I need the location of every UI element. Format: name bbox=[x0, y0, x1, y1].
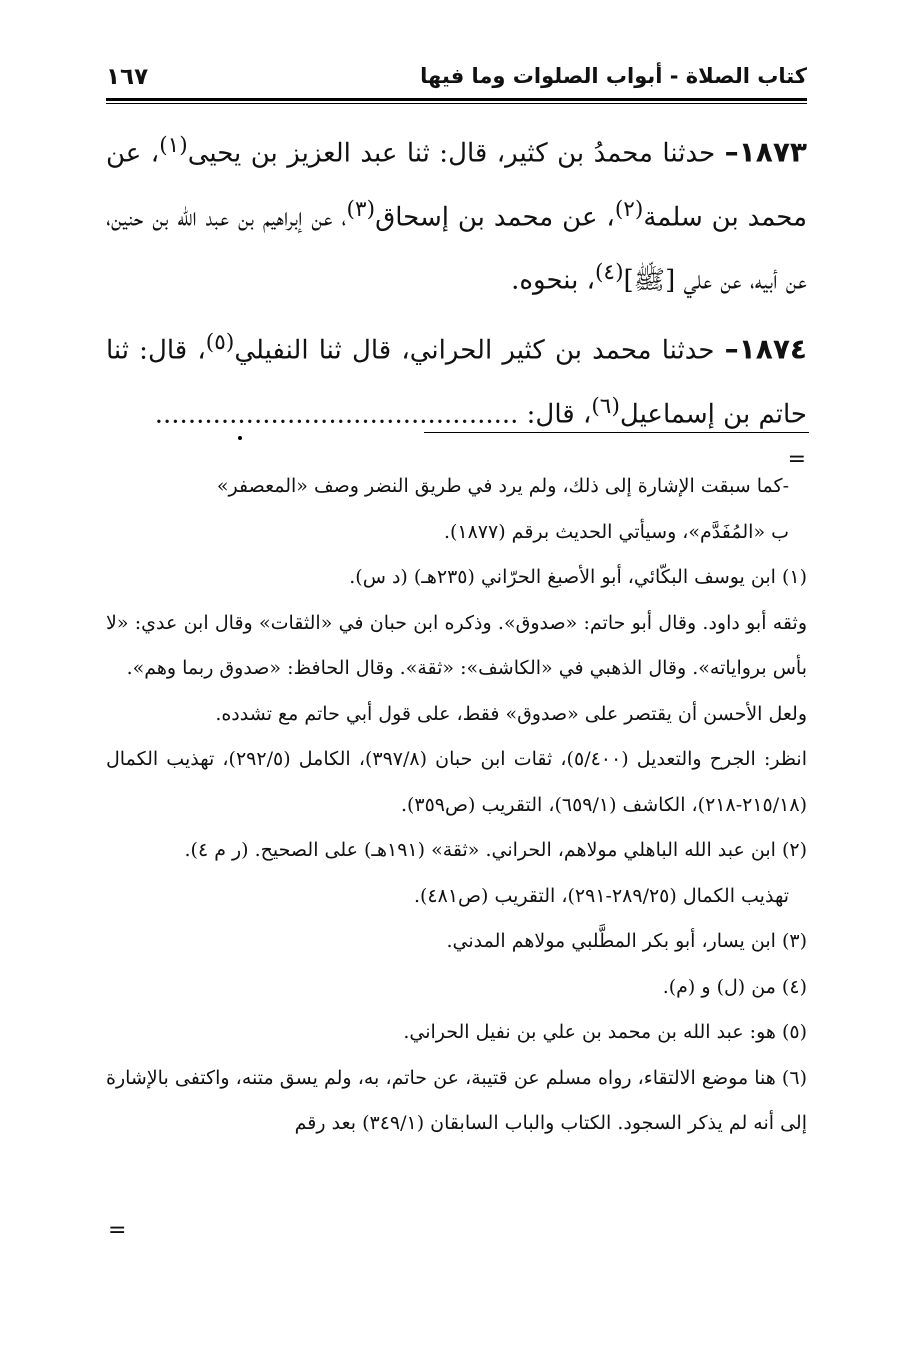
running-header bbox=[106, 64, 807, 96]
footnote-1: (١) ابن يوسف البكّائي، أبو الأصبغ الحرّاني (٢٣٥هـ) (د س). bbox=[349, 566, 807, 588]
footnote-ref: (٥) bbox=[205, 329, 235, 355]
footnote-ref: (٤) bbox=[594, 260, 624, 286]
footnote-2-text: تهذيب الكمال (٢٨٩/٢٥-٢٩١)، التقريب (ص٤٨١). bbox=[413, 884, 789, 907]
header-rule-thin bbox=[106, 103, 807, 104]
footnotes bbox=[106, 464, 807, 1147]
hadith-text: ، عن محمد بن إسحاق bbox=[375, 202, 615, 233]
footnote-ref: (٣) bbox=[346, 196, 376, 222]
hadith-number: ١٨٧٤– bbox=[724, 332, 807, 366]
continuation-mark-bottom: = bbox=[108, 1218, 127, 1243]
page-number: ١٦٧ bbox=[106, 64, 149, 90]
hadith-text: حدثنا محمدُ بن كثير، قال: ثنا عبد العزيز بن يحيى bbox=[187, 138, 725, 169]
footnote-continuation: -كما سبقت الإشارة إلى ذلك، ولم يرد في طريق النضر وصف «المعصفر» bbox=[216, 475, 789, 497]
hadith-text: ، عن محمد بن سلمة bbox=[106, 138, 808, 233]
footnote-ref: (١) bbox=[159, 133, 188, 158]
footnote-5: (٥) هو: عبد الله بن محمد بن علي بن نفيل الحراني. bbox=[403, 1021, 807, 1043]
stray-dot bbox=[238, 436, 242, 440]
hadith-number: ١٨٧٣– bbox=[724, 135, 807, 169]
hadith-text: ، عن إبراهيم بن عبد الله بن حنين، عن أبيه، عن علي [ﷺ] bbox=[106, 202, 807, 296]
header-rule bbox=[106, 98, 807, 101]
hadith-1873 bbox=[106, 118, 807, 309]
footnote-continuation: ب «المُفَدَّم»، وسيأتي الحديث برقم (١٨٧٧). bbox=[443, 520, 789, 543]
header-title: كتاب الصلاة - أبواب الصلوات وما فيها bbox=[420, 64, 807, 88]
footnote-1-text: وثقه أبو داود. وقال أبو حاتم: «صدوق». وذكره ابن حبان في «الثقات» وقال ابن عدي: «لا بأس برواياته». وقال الذهبي في «الكاشف»: «ثقة». وقال الحافظ: «صدوق ربما وهم». bbox=[106, 611, 807, 679]
continuation-mark-top: = bbox=[787, 447, 806, 472]
footnote-ref: (٢) bbox=[614, 196, 644, 222]
footnote-3: (٣) ابن يسار، أبو بكر المطَّلبي مولاهم المدني. bbox=[446, 930, 807, 952]
footnote-ref: (٦) bbox=[591, 393, 620, 419]
footnote-6: (٦) هنا موضع الالتقاء، رواه مسلم عن قتيبة، عن حاتم، به، ولم يسق متنه، واكتفى بالإشارة إلى أنه لم يذكر السجود. الكتاب والباب السابقان (٣٤٩/١) بعد رقم bbox=[106, 1066, 807, 1134]
hadith-text: ، قال: ثنا حاتم بن إسماعيل bbox=[106, 335, 807, 430]
footnote-4: (٤) من (ل) و (م). bbox=[662, 975, 807, 998]
footnote-1-text: ولعل الأحسن أن يقتصر على «صدوق» فقط، على قول أبي حاتم مع تشدده. bbox=[215, 702, 807, 725]
hadith-1874 bbox=[106, 315, 807, 442]
main-text bbox=[106, 118, 807, 442]
hadith-text: ، بنحوه. bbox=[511, 265, 595, 296]
hadith-text: ، قال: ............................................ bbox=[154, 399, 592, 430]
footnote-2: (٢) ابن عبد الله الباهلي مولاهم، الحراني. «ثقة» (١٩١هـ) على الصحيح. (ر م ٤). bbox=[184, 839, 807, 861]
footnote-1-text: انظر: الجرح والتعديل (٥/٤٠٠)، ثقات ابن حبان (٣٩٧/٨)، الكامل (٢٩٢/٥)، تهذيب الكمال (٢١٥/١٨-٢١٨)، الكاشف (٦٥٩/١)، التقريب (ص٣٥٩). bbox=[106, 748, 807, 816]
footnote-separator bbox=[424, 432, 809, 433]
hadith-text: حدثنا محمد بن كثير الحراني، قال ثنا النفيلي bbox=[234, 335, 725, 366]
